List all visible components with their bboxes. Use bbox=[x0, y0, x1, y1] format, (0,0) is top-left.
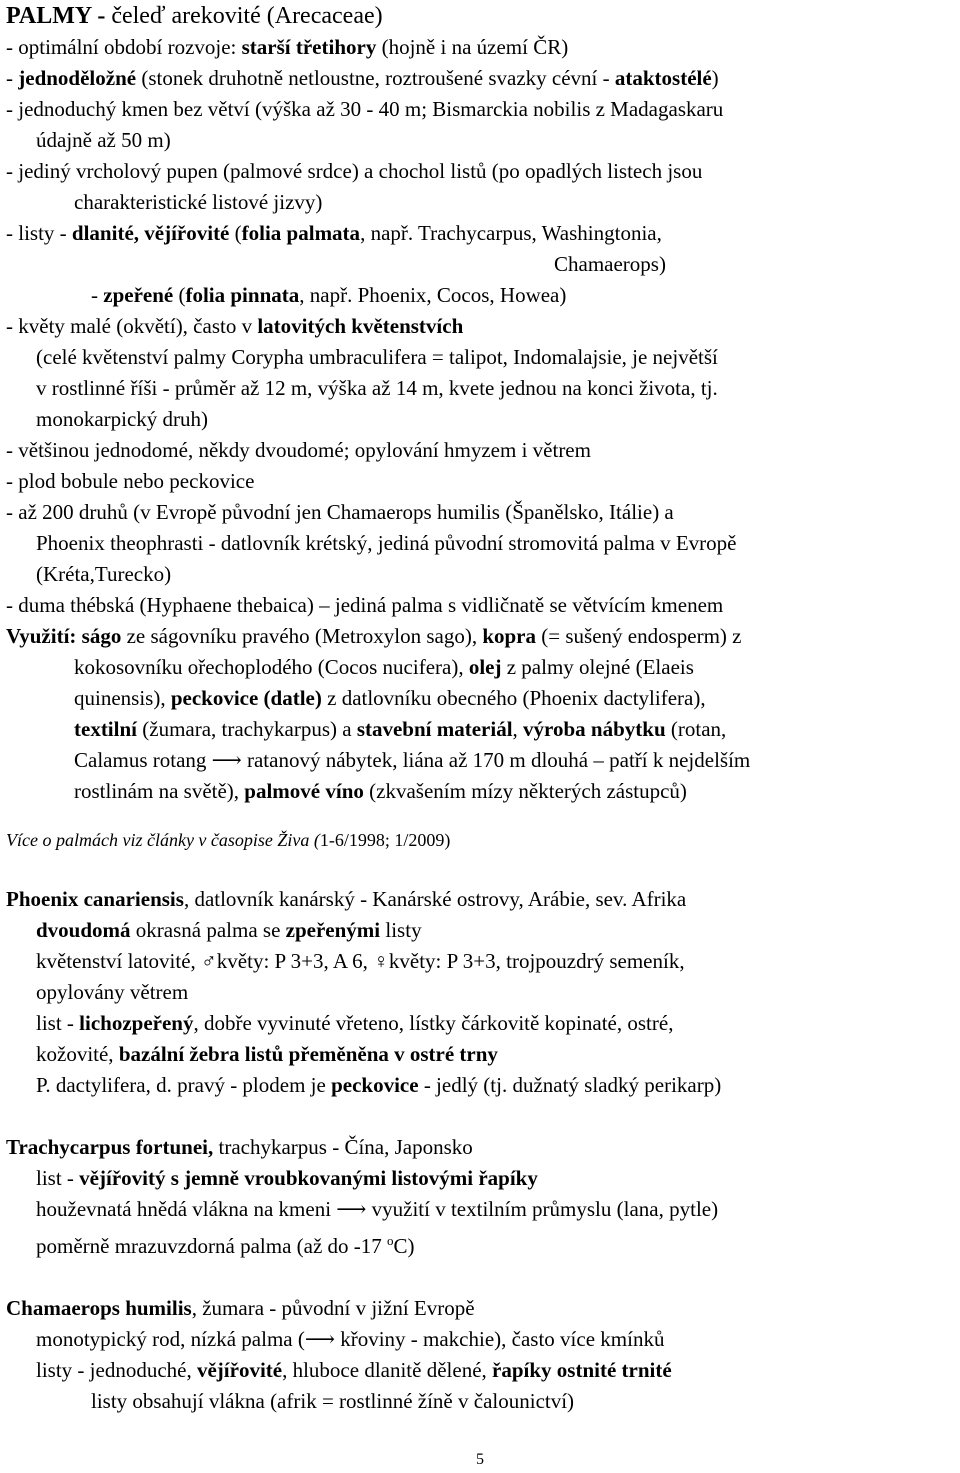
text-run: , např. Phoenix, Cocos, Howea) bbox=[299, 283, 567, 307]
chamaerops-line bbox=[6, 1324, 954, 1355]
text-run: ( bbox=[173, 283, 186, 307]
usage-line bbox=[6, 621, 954, 652]
text-run: - jediný vrcholový pupen (palmové srdce) a chochol listů (po opadlých listech jsou bbox=[6, 159, 703, 183]
text-run: quinensis), bbox=[74, 686, 171, 710]
bold-term: zpeřené bbox=[103, 283, 174, 307]
trachycarpus-line bbox=[6, 1163, 954, 1194]
bold-term: kopra bbox=[482, 624, 537, 648]
text-run: - květy malé (okvětí), často v bbox=[6, 314, 258, 338]
text-run: listy bbox=[380, 918, 422, 942]
intro-line bbox=[6, 94, 954, 125]
text-run: - optimální období rozvoje: bbox=[6, 35, 242, 59]
page-title bbox=[6, 0, 954, 32]
intro-section bbox=[6, 32, 954, 807]
text-run: P. dactylifera, d. pravý - plodem je bbox=[36, 1073, 332, 1097]
phoenix-line bbox=[6, 1070, 954, 1101]
text-run: - listy - bbox=[6, 221, 72, 245]
bold-term: zpeřenými bbox=[285, 918, 381, 942]
text-run: (Kréta,Turecko) bbox=[36, 562, 172, 586]
text-run: poměrně mrazuvzdorná palma (až do -17 bbox=[36, 1234, 388, 1258]
bold-term: vějířovité bbox=[196, 1358, 283, 1382]
text-run: - většinou jednodomé, někdy dvoudomé; opylování hmyzem i větrem bbox=[6, 438, 591, 462]
trachycarpus-line bbox=[6, 1194, 954, 1225]
phoenix-line bbox=[6, 1008, 954, 1039]
intro-line bbox=[6, 187, 954, 218]
text-run: (stonek druhotně netloustne, roztroušené svazky cévní - bbox=[136, 66, 615, 90]
intro-line bbox=[6, 218, 954, 249]
bold-term: palmové víno bbox=[244, 779, 364, 803]
superscript: o bbox=[387, 1233, 394, 1248]
text-run: rostlinám na světě), bbox=[74, 779, 245, 803]
intro-line bbox=[6, 249, 954, 280]
bold-term: Phoenix canariensis bbox=[6, 887, 184, 911]
text-run: kokosovníku ořechoplodého (Cocos nucifera), bbox=[74, 655, 469, 679]
bold-term: olej bbox=[468, 655, 502, 679]
intro-line bbox=[6, 156, 954, 187]
intro-line bbox=[6, 63, 954, 94]
phoenix-line bbox=[6, 977, 954, 1008]
bold-term: bazální žebra listů přeměněna v ostré trny bbox=[118, 1042, 498, 1066]
bold-term: stavební materiál bbox=[356, 717, 513, 741]
text-run: listy obsahují vlákna (afrik = rostlinné žíně v čalounictví) bbox=[91, 1389, 575, 1413]
text-run: listy - jednoduché, bbox=[36, 1358, 197, 1382]
bold-term: dvoudomá bbox=[36, 918, 131, 942]
phoenix-line bbox=[6, 1039, 954, 1070]
text-run: monokarpický druh) bbox=[36, 407, 209, 431]
intro-line bbox=[6, 342, 954, 373]
chamaerops-line bbox=[6, 1293, 954, 1324]
bold-term: textilní bbox=[74, 717, 137, 741]
text-run: v rostlinné říši - průměr až 12 m, výška až 14 m, kvete jednou na konci života, tj. bbox=[36, 376, 718, 400]
bold-term: výroba nábytku bbox=[523, 717, 666, 741]
bold-term: řapíky ostnité trnité bbox=[492, 1358, 672, 1382]
note-italic: Více o palmách viz články v časopise Živa ( bbox=[6, 830, 320, 850]
text-run: z datlovníku obecného (Phoenix dactylifera), bbox=[321, 686, 706, 710]
text-run: - jednoduchý kmen bez větví (výška až 30 - 40 m; Bismarckia nobilis z Madagaskaru bbox=[6, 97, 724, 121]
reference-note bbox=[6, 827, 954, 853]
intro-line bbox=[6, 280, 954, 311]
text-run: (žumara, trachykarpus) a bbox=[137, 717, 357, 741]
text-run: (hojně i na území ČR) bbox=[376, 35, 569, 59]
title-rest: čeleď arekovité (Arecaceae) bbox=[111, 3, 383, 29]
text-run: opylovány větrem bbox=[36, 980, 189, 1004]
text-run: květenství latovité, ♂květy: P 3+3, A 6, ♀květy: P 3+3, trojpouzdrý semeník, bbox=[36, 949, 685, 973]
intro-line bbox=[6, 466, 954, 497]
text-run: - plod bobule nebo peckovice bbox=[6, 469, 255, 493]
bold-term: folia pinnata bbox=[185, 283, 300, 307]
phoenix-line bbox=[6, 884, 954, 915]
text-run: , bbox=[512, 717, 524, 741]
chamaerops-line bbox=[6, 1386, 954, 1417]
text-run: ze ságovníku pravého (Metroxylon sago), bbox=[121, 624, 483, 648]
bold-term: latovitých květenstvích bbox=[257, 314, 464, 338]
bold-term: peckovice bbox=[331, 1073, 419, 1097]
trachycarpus-line bbox=[6, 1225, 954, 1262]
usage-line bbox=[6, 652, 954, 683]
text-run: - jedlý (tj. dužnatý sladký perikarp) bbox=[418, 1073, 722, 1097]
trachycarpus-section bbox=[6, 1132, 954, 1262]
usage-line bbox=[6, 776, 954, 807]
intro-line bbox=[6, 404, 954, 435]
bold-term: Chamaerops humilis bbox=[6, 1296, 192, 1320]
title-bold: PALMY - bbox=[6, 3, 112, 29]
text-run: , datlovník kanárský - Kanárské ostrovy, Arábie, sev. Afrika bbox=[183, 887, 687, 911]
text-run: ( bbox=[229, 221, 242, 245]
chamaerops-section bbox=[6, 1293, 954, 1417]
text-run: - duma thébská (Hyphaene thebaica) – jediná palma s vidličnatě se větvícím kmenem bbox=[6, 593, 724, 617]
text-run: houževnatá hnědá vlákna na kmeni ⟶ využití v textilním průmyslu (lana, pytle) bbox=[36, 1197, 719, 1221]
phoenix-section bbox=[6, 884, 954, 1101]
text-run: monotypický rod, nízká palma (⟶ křoviny - makchie), často více kmínků bbox=[36, 1327, 665, 1351]
note-issues: 1-6/1998; 1/2009) bbox=[319, 830, 451, 850]
intro-line bbox=[6, 435, 954, 466]
bold-term: lichozpeřený bbox=[79, 1011, 194, 1035]
bold-term: jednoděložné bbox=[18, 66, 137, 90]
text-run: Phoenix theophrasti - datlovník krétský, jediná původní stromovitá palma v Evropě bbox=[36, 531, 737, 555]
bold-term: vějířovitý s jemně vroubkovanými listovými řapíky bbox=[79, 1166, 538, 1190]
text-run: , dobře vyvinuté vřeteno, lístky čárkovitě kopinaté, ostré, bbox=[193, 1011, 674, 1035]
intro-line bbox=[6, 373, 954, 404]
usage-line bbox=[6, 714, 954, 745]
bold-term: dlanité, vějířovité bbox=[71, 221, 230, 245]
text-run: trachykarpus - Čína, Japonsko bbox=[213, 1135, 473, 1159]
usage-line bbox=[6, 745, 954, 776]
text-run: - až 200 druhů (v Evropě původní jen Chamaerops humilis (Španělsko, Itálie) a bbox=[6, 500, 674, 524]
text-run: okrasná palma se bbox=[130, 918, 286, 942]
text-run: údajně až 50 m) bbox=[36, 128, 171, 152]
text-run: (zkvašením mízy některých zástupců) bbox=[363, 779, 687, 803]
text-run: , hluboce dlanitě dělené, bbox=[282, 1358, 493, 1382]
text-run: list - bbox=[36, 1166, 80, 1190]
bold-term: Trachycarpus fortunei, bbox=[6, 1135, 214, 1159]
text-run: list - bbox=[36, 1011, 80, 1035]
intro-line bbox=[6, 590, 954, 621]
intro-line bbox=[6, 528, 954, 559]
chamaerops-line bbox=[6, 1355, 954, 1386]
text-run: ) bbox=[711, 66, 719, 90]
phoenix-line bbox=[6, 946, 954, 977]
bold-term: ataktostélé bbox=[614, 66, 712, 90]
bold-term: Využití: ságo bbox=[6, 624, 122, 648]
intro-line bbox=[6, 497, 954, 528]
text-run: - bbox=[91, 283, 104, 307]
text-run: kožovité, bbox=[36, 1042, 119, 1066]
text-run: (celé květenství palmy Corypha umbraculifera = talipot, Indomalajsie, je největší bbox=[36, 345, 718, 369]
text-run: (rotan, bbox=[665, 717, 727, 741]
text-run: (= sušený endosperm) z bbox=[536, 624, 742, 648]
text-run: - bbox=[6, 66, 19, 90]
bold-term: starší třetihory bbox=[241, 35, 377, 59]
bold-term: folia palmata bbox=[241, 221, 361, 245]
text-run: C) bbox=[393, 1234, 415, 1258]
text-run: Calamus rotang ⟶ ratanový nábytek, liána až 170 m dlouhá – patří k nejdelším bbox=[74, 748, 751, 772]
trachycarpus-line bbox=[6, 1132, 954, 1163]
bold-term: peckovice (datle) bbox=[170, 686, 322, 710]
page-number: 5 bbox=[476, 1451, 484, 1468]
text-run: charakteristické listové jizvy) bbox=[74, 190, 323, 214]
text-run: , např. Trachycarpus, Washingtonia, bbox=[360, 221, 662, 245]
text-run: Chamaerops) bbox=[554, 252, 666, 276]
intro-line bbox=[6, 311, 954, 342]
phoenix-line bbox=[6, 915, 954, 946]
intro-line bbox=[6, 32, 954, 63]
text-run: z palmy olejné (Elaeis bbox=[501, 655, 694, 679]
usage-line bbox=[6, 683, 954, 714]
text-run: , žumara - původní v jižní Evropě bbox=[191, 1296, 475, 1320]
intro-line bbox=[6, 125, 954, 156]
intro-line bbox=[6, 559, 954, 590]
